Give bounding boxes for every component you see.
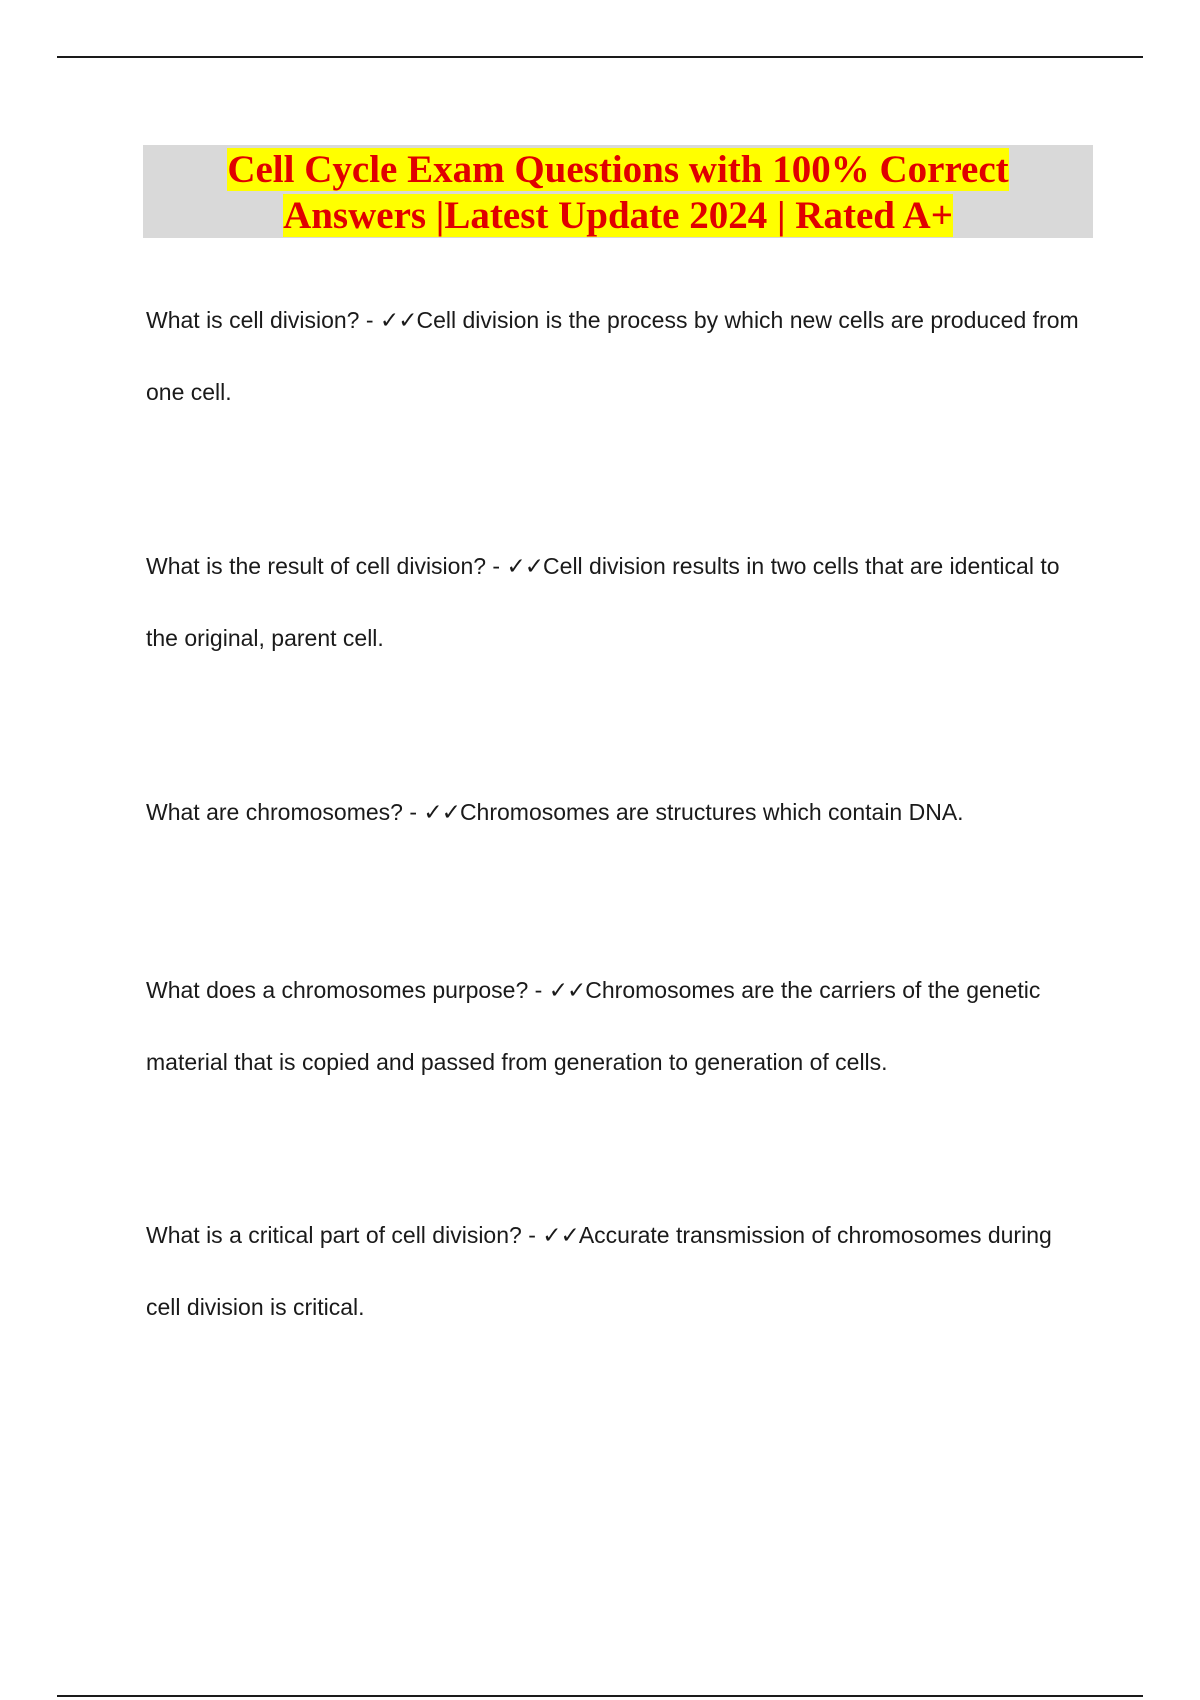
question-text: What does a chromosomes purpose? [146,977,529,1003]
check-mark-icon: ✓✓ [423,799,460,825]
answer-text: Chromosomes are structures which contain DNA. [459,799,964,825]
answer-text: Chromosomes are the carriers of the genetic material that is copied and passed from generation to generation of cells. [146,977,1041,1075]
qa-item-1 [146,284,1086,428]
question-text: What is the result of cell division? [146,553,487,579]
bottom-rule [57,1695,1143,1697]
title-line-2: Answers |Latest Update 2024 | Rated A+ [283,194,953,237]
separator: - [486,553,507,579]
question-text: What are chromosomes? [146,799,403,825]
answer-text: Accurate transmission of chromosomes during cell division is critical. [146,1222,1052,1320]
document-title [143,145,1093,238]
answer-text: Cell division results in two cells that are identical to the original, parent cell. [146,553,1060,651]
answer-text: Cell division is the process by which new cells are produced from one cell. [146,307,1079,405]
check-mark-icon: ✓✓ [542,1222,579,1248]
top-rule [57,56,1143,58]
check-mark-icon: ✓✓ [506,553,544,579]
qa-item-4 [146,954,1086,1098]
qa-item-2 [146,530,1086,674]
separator: - [359,307,380,333]
separator: - [528,977,549,1003]
check-mark-icon: ✓✓ [548,977,586,1003]
title-line-1: Cell Cycle Exam Questions with 100% Correct [227,148,1009,191]
separator: - [402,799,424,825]
qa-item-5 [146,1199,1086,1343]
separator: - [521,1222,543,1248]
qa-item-3 [146,776,1086,848]
question-text: What is cell division? [146,307,360,333]
question-text: What is a critical part of cell division? [146,1222,522,1248]
check-mark-icon: ✓✓ [379,307,417,333]
